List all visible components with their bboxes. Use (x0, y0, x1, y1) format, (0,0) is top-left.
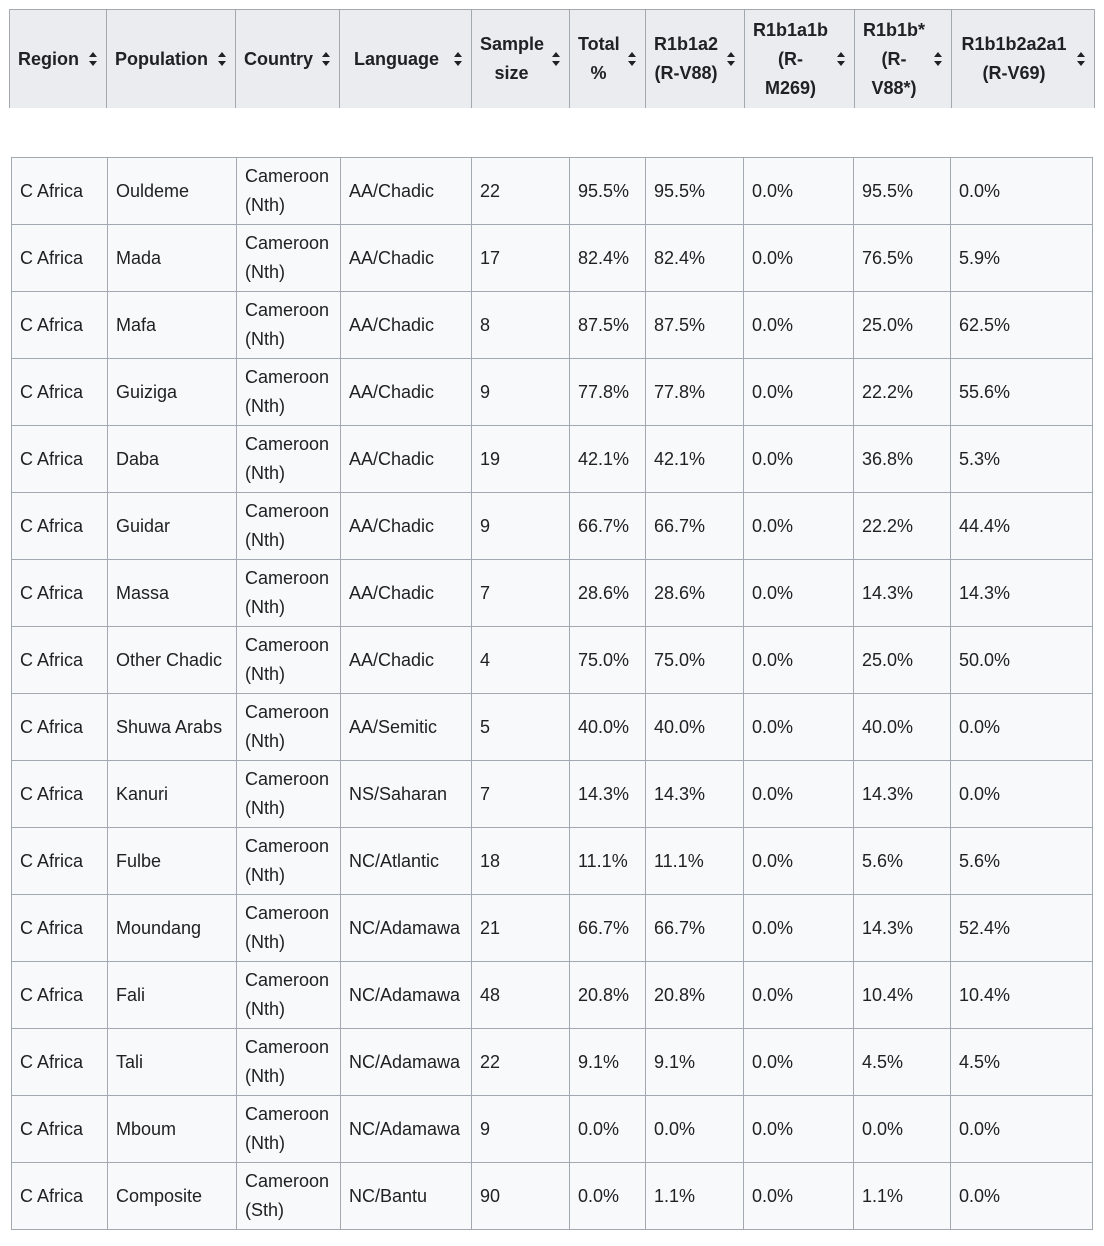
table-row (12, 560, 1093, 627)
column-header-label: R1b1a1b (R-M269) (753, 19, 829, 98)
cell-r1b1b: 22.2% (854, 359, 951, 426)
table-header (9, 9, 1095, 108)
cell-country: Cameroon (Nth) (237, 627, 341, 694)
cell-country: Cameroon (Sth) (237, 1163, 341, 1230)
cell-total-pct: 42.1% (570, 426, 646, 493)
cell-r1b1b2a2a1: 0.0% (951, 761, 1093, 828)
cell-sample-size: 4 (472, 627, 570, 694)
cell-population: Fali (108, 962, 237, 1029)
sort-updown-icon[interactable] (837, 52, 846, 66)
cell-country: Cameroon (Nth) (237, 828, 341, 895)
cell-country: Cameroon (Nth) (237, 1096, 341, 1163)
cell-r1b1a2: 66.7% (646, 493, 744, 560)
cell-r1b1b2a2a1: 5.6% (951, 828, 1093, 895)
cell-language: AA/Chadic (341, 627, 472, 694)
cell-total-pct: 75.0% (570, 627, 646, 694)
cell-language: NC/Adamawa (341, 1096, 472, 1163)
cell-population: Guiziga (108, 359, 237, 426)
cell-region: C Africa (12, 292, 108, 359)
cell-total-pct: 11.1% (570, 828, 646, 895)
cell-r1b1b: 4.5% (854, 1029, 951, 1096)
column-header-label: Total % (578, 34, 620, 83)
cell-r1b1a1b: 0.0% (744, 560, 854, 627)
cell-r1b1b: 25.0% (854, 292, 951, 359)
cell-region: C Africa (12, 493, 108, 560)
cell-r1b1b: 5.6% (854, 828, 951, 895)
column-header-r1b1b2a2a1[interactable] (952, 10, 1095, 109)
cell-total-pct: 77.8% (570, 359, 646, 426)
cell-language: NC/Atlantic (341, 828, 472, 895)
sort-updown-icon[interactable] (454, 52, 463, 66)
cell-r1b1a2: 14.3% (646, 761, 744, 828)
column-header-population[interactable] (107, 10, 236, 109)
cell-country: Cameroon (Nth) (237, 962, 341, 1029)
cell-sample-size: 9 (472, 359, 570, 426)
table-row (12, 426, 1093, 493)
cell-country: Cameroon (Nth) (237, 1029, 341, 1096)
cell-total-pct: 20.8% (570, 962, 646, 1029)
cell-region: C Africa (12, 694, 108, 761)
cell-country: Cameroon (Nth) (237, 694, 341, 761)
cell-language: AA/Chadic (341, 560, 472, 627)
column-header-label: Country (244, 48, 313, 69)
cell-r1b1a2: 87.5% (646, 292, 744, 359)
table-row (12, 1163, 1093, 1230)
cell-language: NC/Bantu (341, 1163, 472, 1230)
cell-language: AA/Chadic (341, 493, 472, 560)
cell-population: Other Chadic (108, 627, 237, 694)
cell-sample-size: 19 (472, 426, 570, 493)
table-row (12, 828, 1093, 895)
cell-sample-size: 8 (472, 292, 570, 359)
cell-r1b1b: 14.3% (854, 761, 951, 828)
table-row (12, 694, 1093, 761)
cell-language: NC/Adamawa (341, 895, 472, 962)
cell-region: C Africa (12, 158, 108, 225)
cell-population: Daba (108, 426, 237, 493)
table-row (12, 359, 1093, 426)
column-header-r1b1b[interactable] (855, 10, 952, 109)
cell-r1b1a1b: 0.0% (744, 1096, 854, 1163)
cell-r1b1a2: 95.5% (646, 158, 744, 225)
sort-updown-icon[interactable] (727, 52, 736, 66)
sort-updown-icon[interactable] (552, 52, 561, 66)
cell-population: Massa (108, 560, 237, 627)
cell-r1b1a2: 20.8% (646, 962, 744, 1029)
cell-sample-size: 7 (472, 560, 570, 627)
cell-region: C Africa (12, 895, 108, 962)
cell-r1b1b: 14.3% (854, 560, 951, 627)
cell-r1b1b2a2a1: 44.4% (951, 493, 1093, 560)
cell-country: Cameroon (Nth) (237, 158, 341, 225)
table-row (12, 158, 1093, 225)
table-row (12, 895, 1093, 962)
column-header-label: Region (18, 48, 79, 69)
cell-r1b1a2: 28.6% (646, 560, 744, 627)
cell-total-pct: 0.0% (570, 1096, 646, 1163)
cell-r1b1b: 0.0% (854, 1096, 951, 1163)
cell-region: C Africa (12, 560, 108, 627)
cell-r1b1a2: 0.0% (646, 1096, 744, 1163)
cell-r1b1b2a2a1: 0.0% (951, 1163, 1093, 1230)
table-row (12, 627, 1093, 694)
cell-r1b1a1b: 0.0% (744, 1163, 854, 1230)
table-row (12, 493, 1093, 560)
column-header-label: R1b1a2 (R-V88) (654, 34, 719, 83)
sort-updown-icon[interactable] (89, 52, 98, 66)
cell-r1b1a1b: 0.0% (744, 828, 854, 895)
cell-language: AA/Chadic (341, 292, 472, 359)
cell-r1b1b: 95.5% (854, 158, 951, 225)
cell-sample-size: 18 (472, 828, 570, 895)
cell-population: Mafa (108, 292, 237, 359)
cell-total-pct: 87.5% (570, 292, 646, 359)
cell-r1b1b2a2a1: 4.5% (951, 1029, 1093, 1096)
cell-total-pct: 66.7% (570, 493, 646, 560)
table-row (12, 225, 1093, 292)
cell-sample-size: 48 (472, 962, 570, 1029)
cell-language: AA/Semitic (341, 694, 472, 761)
column-header-label: R1b1b* (R-V88*) (863, 19, 926, 98)
cell-sample-size: 9 (472, 493, 570, 560)
cell-sample-size: 22 (472, 158, 570, 225)
cell-r1b1a1b: 0.0% (744, 962, 854, 1029)
cell-region: C Africa (12, 359, 108, 426)
sort-updown-icon[interactable] (934, 52, 943, 66)
cell-r1b1a1b: 0.0% (744, 225, 854, 292)
cell-r1b1b: 25.0% (854, 627, 951, 694)
cell-country: Cameroon (Nth) (237, 292, 341, 359)
cell-country: Cameroon (Nth) (237, 761, 341, 828)
cell-population: Moundang (108, 895, 237, 962)
column-header-r1b1a1b[interactable] (745, 10, 855, 109)
cell-total-pct: 28.6% (570, 560, 646, 627)
cell-population: Tali (108, 1029, 237, 1096)
cell-r1b1b2a2a1: 0.0% (951, 1096, 1093, 1163)
cell-region: C Africa (12, 1029, 108, 1096)
cell-total-pct: 40.0% (570, 694, 646, 761)
cell-region: C Africa (12, 426, 108, 493)
sort-updown-icon[interactable] (218, 52, 227, 66)
cell-language: NS/Saharan (341, 761, 472, 828)
table-row (12, 962, 1093, 1029)
cell-total-pct: 9.1% (570, 1029, 646, 1096)
column-header-total-pct[interactable] (570, 10, 646, 109)
header-row (10, 10, 1095, 109)
cell-sample-size: 21 (472, 895, 570, 962)
cell-country: Cameroon (Nth) (237, 225, 341, 292)
column-header-r1b1a2[interactable] (646, 10, 745, 109)
cell-region: C Africa (12, 828, 108, 895)
cell-language: NC/Adamawa (341, 962, 472, 1029)
cell-r1b1a1b: 0.0% (744, 895, 854, 962)
cell-r1b1a1b: 0.0% (744, 426, 854, 493)
cell-region: C Africa (12, 225, 108, 292)
cell-sample-size: 22 (472, 1029, 570, 1096)
cell-population: Mboum (108, 1096, 237, 1163)
cell-r1b1b2a2a1: 50.0% (951, 627, 1093, 694)
cell-r1b1b2a2a1: 5.9% (951, 225, 1093, 292)
cell-total-pct: 82.4% (570, 225, 646, 292)
cell-population: Ouldeme (108, 158, 237, 225)
cell-population: Composite (108, 1163, 237, 1230)
cell-r1b1b: 76.5% (854, 225, 951, 292)
sort-updown-icon[interactable] (628, 52, 637, 66)
column-header-country[interactable] (236, 10, 340, 109)
column-header-region[interactable] (10, 10, 107, 109)
column-header-label: Language (353, 48, 439, 69)
column-header-label: Population (115, 48, 208, 69)
cell-sample-size: 9 (472, 1096, 570, 1163)
cell-region: C Africa (12, 962, 108, 1029)
cell-r1b1a2: 40.0% (646, 694, 744, 761)
cell-population: Shuwa Arabs (108, 694, 237, 761)
table-row (12, 761, 1093, 828)
cell-r1b1a1b: 0.0% (744, 627, 854, 694)
cell-r1b1a2: 42.1% (646, 426, 744, 493)
cell-r1b1b: 14.3% (854, 895, 951, 962)
data-table (11, 157, 1093, 1230)
cell-country: Cameroon (Nth) (237, 560, 341, 627)
cell-population: Kanuri (108, 761, 237, 828)
table-row (12, 292, 1093, 359)
table-body (12, 158, 1093, 1230)
cell-language: NC/Adamawa (341, 1029, 472, 1096)
cell-r1b1a1b: 0.0% (744, 158, 854, 225)
cell-country: Cameroon (Nth) (237, 359, 341, 426)
cell-region: C Africa (12, 627, 108, 694)
cell-r1b1b: 1.1% (854, 1163, 951, 1230)
cell-sample-size: 7 (472, 761, 570, 828)
cell-r1b1a1b: 0.0% (744, 493, 854, 560)
cell-region: C Africa (12, 1163, 108, 1230)
cell-language: AA/Chadic (341, 426, 472, 493)
column-header-label: Sample size (480, 34, 545, 83)
cell-region: C Africa (12, 1096, 108, 1163)
table-row (12, 1029, 1093, 1096)
cell-total-pct: 0.0% (570, 1163, 646, 1230)
cell-language: AA/Chadic (341, 225, 472, 292)
cell-population: Mada (108, 225, 237, 292)
cell-r1b1b2a2a1: 55.6% (951, 359, 1093, 426)
cell-r1b1b2a2a1: 10.4% (951, 962, 1093, 1029)
cell-r1b1a2: 77.8% (646, 359, 744, 426)
cell-r1b1b2a2a1: 52.4% (951, 895, 1093, 962)
cell-r1b1b: 10.4% (854, 962, 951, 1029)
cell-country: Cameroon (Nth) (237, 493, 341, 560)
cell-r1b1b2a2a1: 5.3% (951, 426, 1093, 493)
cell-r1b1a2: 9.1% (646, 1029, 744, 1096)
cell-r1b1a2: 82.4% (646, 225, 744, 292)
cell-sample-size: 5 (472, 694, 570, 761)
cell-population: Fulbe (108, 828, 237, 895)
cell-country: Cameroon (Nth) (237, 895, 341, 962)
cell-sample-size: 17 (472, 225, 570, 292)
cell-r1b1a1b: 0.0% (744, 292, 854, 359)
cell-r1b1a2: 75.0% (646, 627, 744, 694)
cell-r1b1b2a2a1: 62.5% (951, 292, 1093, 359)
cell-r1b1a2: 66.7% (646, 895, 744, 962)
cell-region: C Africa (12, 761, 108, 828)
cell-language: AA/Chadic (341, 359, 472, 426)
cell-total-pct: 95.5% (570, 158, 646, 225)
cell-r1b1b: 40.0% (854, 694, 951, 761)
cell-total-pct: 66.7% (570, 895, 646, 962)
cell-r1b1b2a2a1: 0.0% (951, 158, 1093, 225)
cell-language: AA/Chadic (341, 158, 472, 225)
cell-r1b1a1b: 0.0% (744, 1029, 854, 1096)
column-header-label: R1b1b2a2a1 (R-V69) (961, 34, 1067, 83)
cell-r1b1a2: 1.1% (646, 1163, 744, 1230)
column-header-sample-size[interactable] (472, 10, 570, 109)
sort-updown-icon[interactable] (322, 52, 331, 66)
column-header-language[interactable] (340, 10, 472, 109)
cell-population: Guidar (108, 493, 237, 560)
cell-r1b1a1b: 0.0% (744, 761, 854, 828)
cell-sample-size: 90 (472, 1163, 570, 1230)
table-row (12, 1096, 1093, 1163)
cell-r1b1b: 36.8% (854, 426, 951, 493)
cell-country: Cameroon (Nth) (237, 426, 341, 493)
cell-r1b1b2a2a1: 0.0% (951, 694, 1093, 761)
cell-total-pct: 14.3% (570, 761, 646, 828)
sort-updown-icon[interactable] (1077, 52, 1086, 66)
cell-r1b1b: 22.2% (854, 493, 951, 560)
cell-r1b1a1b: 0.0% (744, 694, 854, 761)
cell-r1b1a1b: 0.0% (744, 359, 854, 426)
cell-r1b1a2: 11.1% (646, 828, 744, 895)
cell-r1b1b2a2a1: 14.3% (951, 560, 1093, 627)
